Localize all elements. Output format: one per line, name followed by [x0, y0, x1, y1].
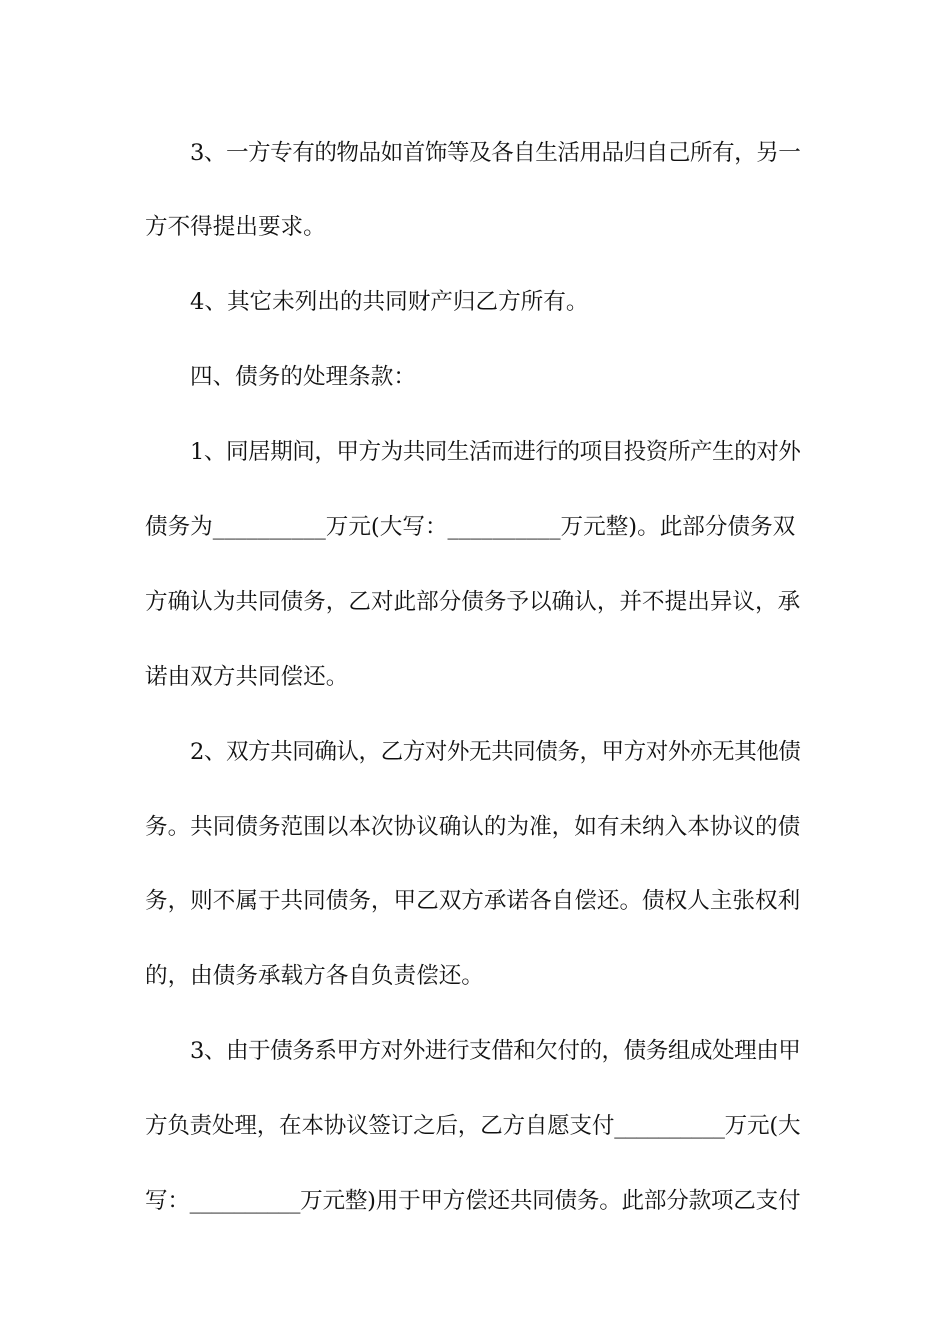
debt-item-2-line-2: 务。共同债务范围以本次协议确认的为准，如有未纳入本协议的债 — [145, 814, 801, 840]
paragraph-3-line-1: 3、一方专有的物品如首饰等及各自生活用品归自己所有，另一 — [190, 140, 801, 166]
debt-item-3-line-2: 方负责处理，在本协议签订之后，乙方自愿支付__________万元(大 — [145, 1113, 801, 1139]
debt-item-1-line-3: 方确认为共同债务，乙对此部分债务予以确认，并不提出异议，承 — [145, 589, 801, 615]
paragraph-4-line-1: 4、其它未列出的共同财产归乙方所有。 — [190, 289, 589, 315]
debt-item-3-line-1: 3、由于债务系甲方对外进行支借和欠付的，债务组成处理由甲 — [190, 1038, 801, 1064]
debt-item-3-line-3: 写：__________万元整)用于甲方偿还共同债务。此部分款项乙支付 — [145, 1188, 801, 1214]
debt-item-2-line-1: 2、双方共同确认，乙方对外无共同债务，甲方对外亦无其他债 — [190, 739, 801, 765]
debt-item-1-line-1: 1、同居期间，甲方为共同生活而进行的项目投资所产生的对外 — [190, 439, 801, 465]
section-heading-debts: 四、债务的处理条款： — [190, 364, 416, 390]
paragraph-3-line-2: 方不得提出要求。 — [145, 214, 326, 240]
debt-item-2-line-3: 务，则不属于共同债务，甲乙双方承诺各自偿还。债权人主张权利 — [145, 888, 801, 914]
debt-item-1-line-2: 债务为__________万元(大写：__________万元整)。此部分债务双 — [145, 514, 796, 540]
debt-item-2-line-4: 的，由债务承载方各自负责偿还。 — [145, 963, 484, 989]
debt-item-1-line-4: 诺由双方共同偿还。 — [145, 664, 349, 690]
